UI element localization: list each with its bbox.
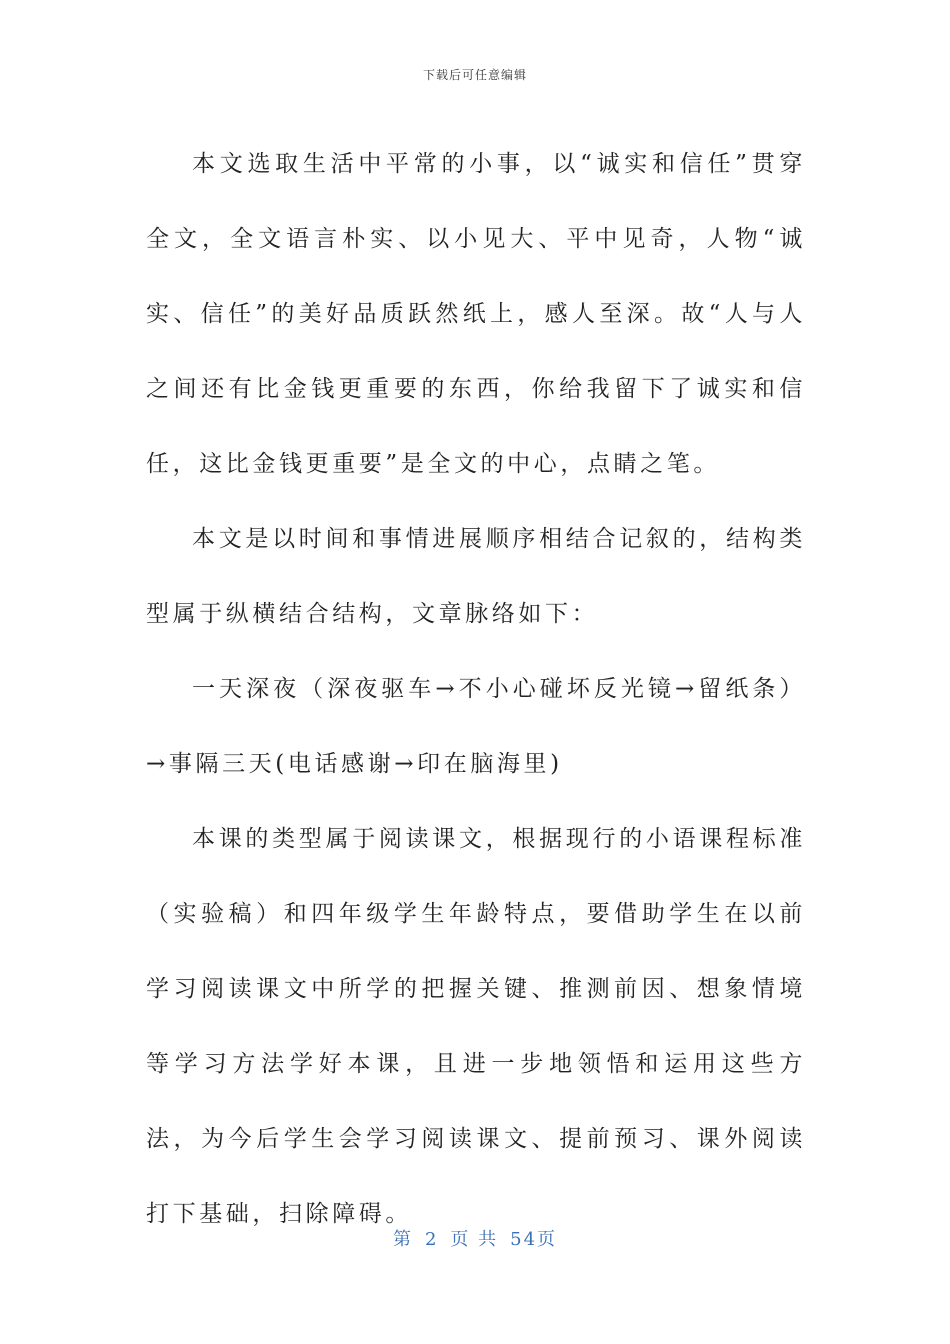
document-body	[146, 127, 806, 1252]
footer-total-pages: 54	[510, 1229, 538, 1250]
footer-prefix: 第	[392, 1229, 413, 1250]
paragraph-summary: 本文选取生活中平常的小事，以“诚实和信任”贯穿全文，全文语言朴实、以小见大、平中见奇，人物“诚实、信任”的美好品质跃然纸上，感人至深。故“人与人之间还有比金钱更重要的东西，你给我留下了诚实和信任，这比金钱更重要”是全文的中心，点睛之笔。	[146, 151, 806, 477]
page-header-note: 下载后可任意编辑	[422, 68, 527, 82]
paragraph-lesson-type: 本课的类型属于阅读课文，根据现行的小语课程标准（实验稿）和四年级学生年龄特点，要借助学生在以前学习阅读课文中所学的把握关键、推测前因、想象情境等学习方法学好本课，且进一步地领悟和运用这些方法，为今后学生会学习阅读课文、提前预习、课外阅读打下基础，扫除障碍。	[146, 826, 806, 1227]
footer-mid: 页 共	[450, 1229, 499, 1250]
footer-page-number: 2	[424, 1229, 439, 1250]
paragraph-structure: 本文是以时间和事情进展顺序相结合记叙的，结构类型属于纵横结合结构，文章脉络如下：	[146, 526, 806, 627]
footer-suffix: 页	[537, 1229, 558, 1250]
paragraph-outline: 一天深夜（深夜驱车→不小心碰坏反光镜→留纸条）→事隔三天(电话感谢→印在脑海里)	[146, 676, 806, 777]
page-footer	[0, 1225, 950, 1251]
